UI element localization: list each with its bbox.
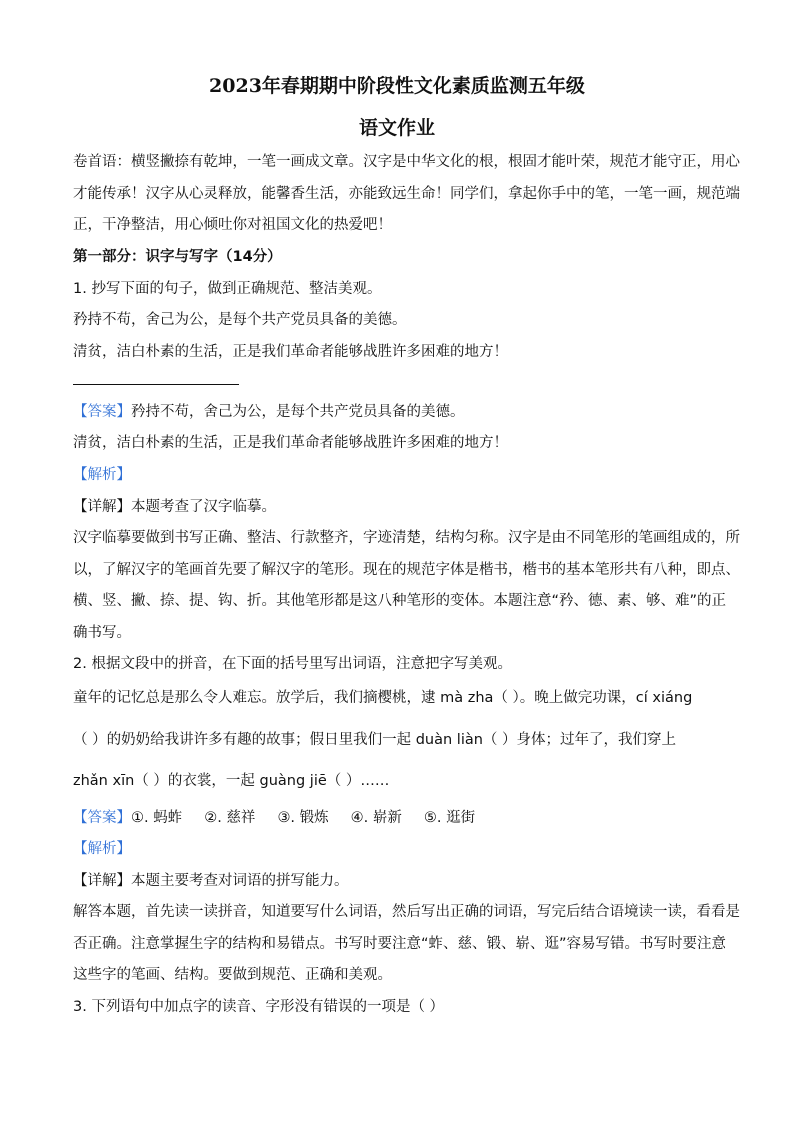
answer-tag: 【答案】 — [73, 404, 131, 420]
answer-tag: 【答案】 — [73, 810, 131, 826]
page-title: 2023年春期期中阶段性文化素质监测五年级 — [209, 75, 585, 97]
question-1-sentence: 矜持不苟，舍己为公，是每个共产党员具备的美德。 — [73, 312, 407, 328]
question-2-passage: zhǎn xīn（ ）的衣裳，一起 guàng jiē（ ）…… — [73, 773, 390, 789]
question-2-stem: 2. 根据文段中的拼音，在下面的括号里写出词语，注意把字写美观。 — [73, 656, 512, 672]
section-heading: 第一部分：识字与写字（14分） — [73, 249, 282, 265]
question-2-detail — [73, 871, 349, 891]
answer-item: ②. 慈祥 — [204, 810, 256, 826]
question-2-passage: 童年的记忆总是那么令人难忘。放学后，我们摘樱桃，逮 mà zha（ ）。晚上做完功课，cí xiáng — [73, 690, 693, 706]
answer-item: ⑤. 逛街 — [423, 810, 476, 826]
question-1-sentence: 清贫，洁白朴素的生活，正是我们革命者能够战胜许多困难的地方！ — [73, 344, 508, 360]
analysis-tag: 【解析】 — [73, 467, 131, 483]
detail-line: 否正确。注意掌握生字的结构和易错点。书写时要注意“蚱、慈、锻、崭、逛”容易写错。书写时要注意 — [73, 936, 727, 952]
detail-line: 解答本题，首先读一读拼音，知道要写什么词语，然后写出正确的词语，写完后结合语境读一读，看看是 — [73, 904, 740, 920]
preface-line: 才能传承！汉字从心灵释放，能馨香生活，亦能致远生命！同学们，拿起你手中的笔，一笔一画，规范端 — [73, 186, 740, 202]
detail-line: 确书写。 — [73, 625, 131, 641]
detail-line: 横、竖、撇、捺、提、钩、折。其他笔形都是这八种笔形的变体。本题注意“矜、德、素、够、难”的正 — [73, 593, 727, 609]
page-subtitle: 语文作业 — [358, 117, 435, 139]
answer-item: ③. 锻炼 — [277, 810, 329, 826]
preface-line: 正，干净整洁，用心倾吐你对祖国文化的热爱吧！ — [73, 217, 392, 233]
question-1-detail — [73, 497, 276, 517]
question-1-answer-cont: 清贫，洁白朴素的生活，正是我们革命者能够战胜许多困难的地方！ — [73, 435, 508, 451]
detail-line: 汉字临摹要做到书写正确、整洁、行款整齐，字迹清楚，结构匀称。汉字是由不同笔形的笔画组成的，所 — [73, 530, 740, 546]
preface-line: 卷首语：横竖撇捺有乾坤，一笔一画成文章。汉字是中华文化的根，根固才能叶荣，规范才能守正，用心 — [73, 154, 740, 170]
detail-text: 本题主要考查对词语的拼写能力。 — [131, 873, 349, 889]
answer-text: 矜持不苟，舍己为公，是每个共产党员具备的美德。 — [131, 404, 465, 420]
question-2-passage: （ ）的奶奶给我讲许多有趣的故事；假日里我们一起 duàn liàn（ ）身体；过年了，我们穿上 — [73, 732, 677, 748]
detail-text: 本题考查了汉字临摹。 — [131, 499, 276, 515]
question-1-answer — [73, 402, 465, 422]
question-3-stem: 3. 下列语句中加点字的读音、字形没有错误的一项是（ ） — [73, 999, 445, 1015]
detail-line: 这些字的笔画、结构。要做到规范、正确和美观。 — [73, 967, 392, 983]
question-2-answer — [73, 808, 497, 828]
question-1-stem: 1. 抄写下面的句子，做到正确规范、整洁美观。 — [73, 281, 382, 297]
detail-tag: 【详解】 — [73, 499, 131, 515]
detail-tag: 【详解】 — [73, 873, 131, 889]
answer-underline — [73, 384, 239, 385]
answer-item: ①. 蚂蚱 — [131, 810, 183, 826]
answer-item: ④. 崭新 — [350, 810, 402, 826]
detail-line: 以，了解汉字的笔画首先要了解汉字的笔形。现在的规范字体是楷书，楷书的基本笔形共有八种，即点、 — [73, 562, 740, 578]
analysis-tag: 【解析】 — [73, 841, 131, 857]
